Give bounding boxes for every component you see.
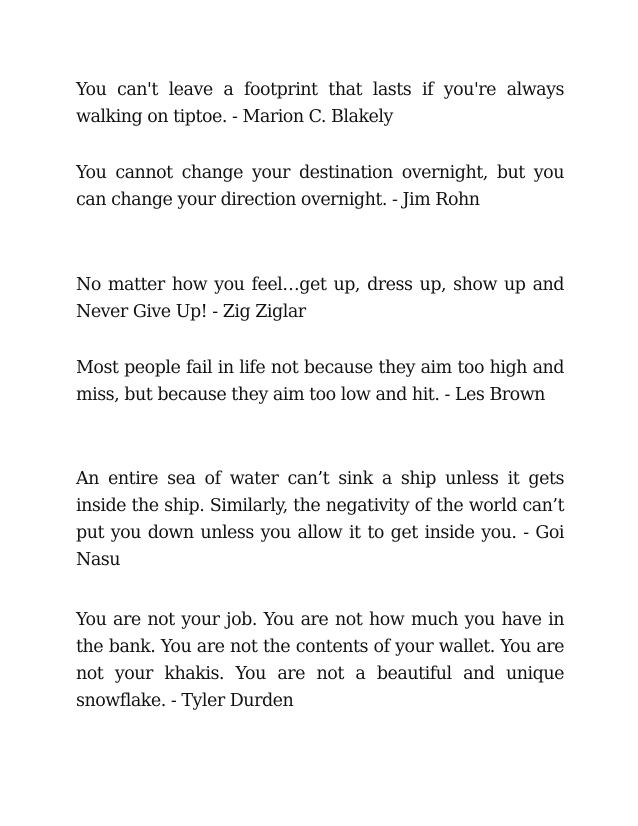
quote-paragraph: No matter how you feel…get up, dress up, show up and Never Give Up! - Zig Ziglar <box>76 275 564 322</box>
quote-paragraph: You cannot change your destination overnight, but you can change your direction overnight. - Jim Rohn <box>76 163 564 210</box>
quote-paragraph: Most people fail in life not because they aim too high and miss, but because they aim too low and hit. - Les Brown <box>76 358 564 405</box>
quote-paragraph: You can't leave a footprint that lasts if you're always walking on tiptoe. - Marion C. Blakely <box>76 80 564 127</box>
quote-paragraph: You are not your job. You are not how much you have in the bank. You are not the contents of your wallet. You are not your khakis. You are not a beautiful and unique snowflake. - Tyler Durden <box>76 610 564 711</box>
quote-paragraph: An entire sea of water can’t sink a ship unless it gets inside the ship. Similarly, the negativity of the world can’t put you down unless you allow it to get inside you. - Goi Nasu <box>76 469 564 570</box>
